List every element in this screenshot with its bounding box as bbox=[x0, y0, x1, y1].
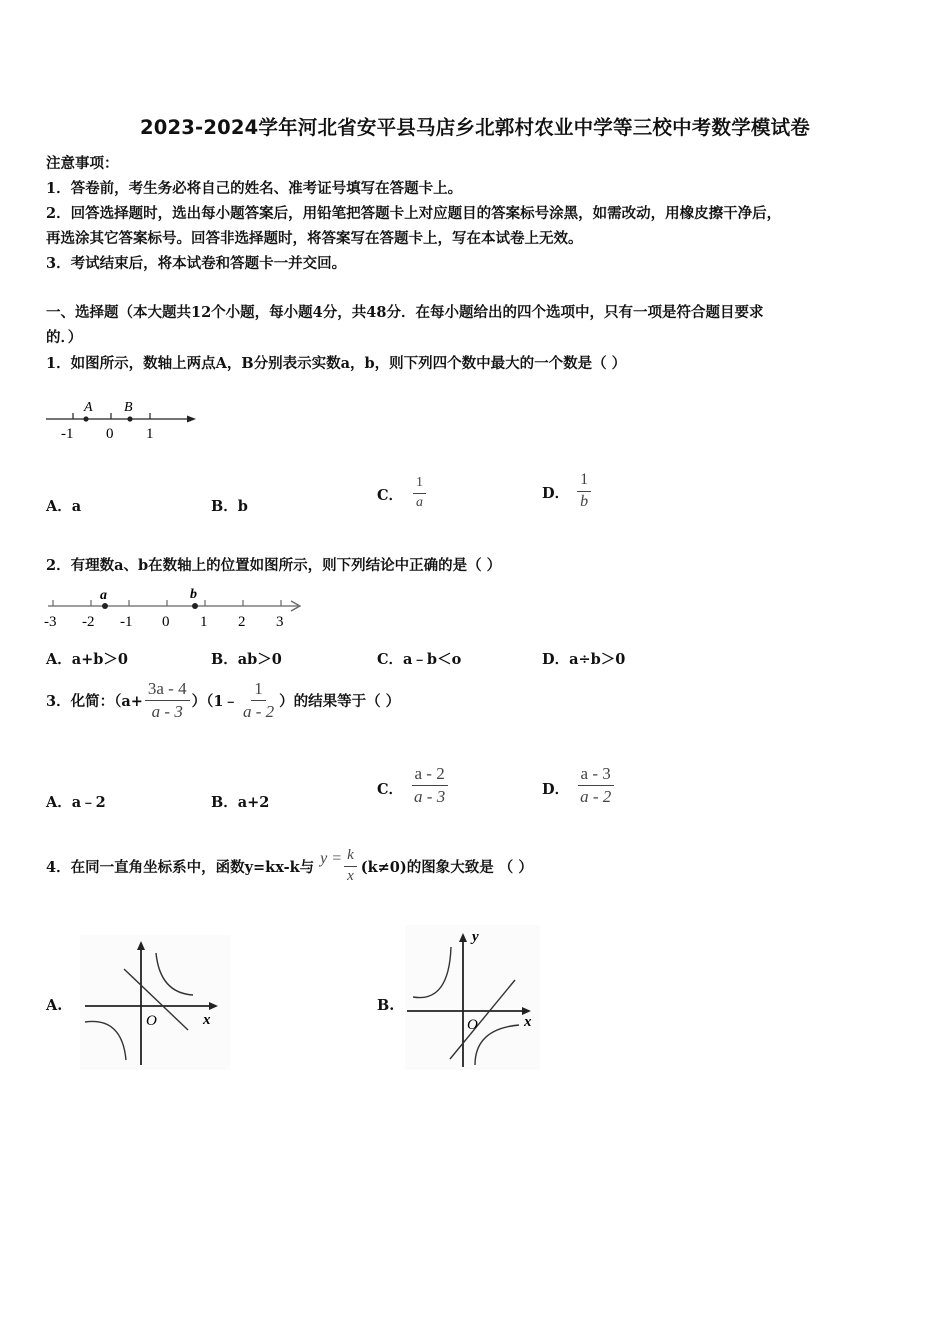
q3-option-c-label: C． bbox=[377, 780, 404, 798]
fraction-denominator: a - 2 bbox=[580, 786, 612, 806]
q1-option-b[interactable]: B．b bbox=[211, 498, 248, 515]
fraction-numerator: k bbox=[344, 848, 357, 867]
q2-point-a-label: a bbox=[100, 588, 107, 603]
fraction-numerator: 1 bbox=[413, 476, 426, 494]
q1-number-line bbox=[40, 396, 200, 444]
fraction-denominator: a - 3 bbox=[414, 786, 446, 806]
q4-stem bbox=[46, 848, 533, 885]
q3-option-a[interactable]: A．a﹣2 bbox=[46, 794, 106, 811]
notice-item-2a: 2．回答选择题时，选出每小题答案后，用铅笔把答题卡上对应题目的答案标号涂黑，如需改动，用橡皮擦干净后， bbox=[46, 205, 782, 222]
fraction-denominator: a bbox=[416, 494, 424, 510]
q1-option-c[interactable] bbox=[377, 476, 426, 510]
q1-option-c-fraction bbox=[413, 476, 426, 510]
q4-option-b[interactable]: B. bbox=[377, 997, 395, 1014]
q3-stem-part-a: 3．化简：（a+ bbox=[46, 692, 143, 710]
q4-stem-part-a: 4．在同一直角坐标系中，函数y=kx-k与 bbox=[46, 858, 315, 876]
q1-tick-label: 1 bbox=[146, 426, 154, 442]
notice-item-1: 1．答卷前，考生务必将自己的姓名、准考证号填写在答题卡上。 bbox=[46, 180, 463, 197]
q1-tick-label: -1 bbox=[61, 426, 74, 442]
q1-point-a-label: A bbox=[84, 400, 93, 415]
q3-fraction-2 bbox=[240, 680, 277, 721]
q1-option-d[interactable] bbox=[542, 472, 591, 511]
q4-graph-a-x-label: x bbox=[203, 1012, 211, 1028]
q4-graph-a[interactable] bbox=[80, 935, 230, 1070]
fraction-numerator: a - 2 bbox=[412, 765, 448, 786]
q2-point-b-label: b bbox=[190, 587, 197, 602]
q2-tick-label: -2 bbox=[82, 614, 95, 630]
page-title: 2023-2024学年河北省安平县马店乡北郭村农业中学等三校中考数学模试卷 bbox=[139, 116, 811, 139]
q3-fraction-1 bbox=[145, 680, 190, 721]
q4-graph-b[interactable] bbox=[405, 925, 540, 1070]
q4-graph-b-y-label: y bbox=[472, 929, 479, 945]
q1-option-d-fraction bbox=[577, 472, 591, 511]
q1-point-b-dot bbox=[127, 416, 132, 421]
section-heading-line2: 的．） bbox=[46, 329, 83, 346]
q1-option-d-label: D． bbox=[542, 485, 570, 503]
q2-point-b-dot bbox=[192, 603, 198, 609]
q3-stem bbox=[46, 680, 400, 721]
q3-option-c-fraction bbox=[411, 765, 448, 806]
fraction-numerator: 1 bbox=[577, 472, 591, 492]
q2-number-line bbox=[40, 584, 310, 632]
fraction-numerator: 1 bbox=[251, 680, 266, 701]
q4-y-equals: y = bbox=[320, 850, 343, 868]
q3-stem-part-c: ）的结果等于（ ） bbox=[279, 692, 401, 710]
fraction-denominator: b bbox=[580, 492, 589, 510]
q2-option-d[interactable]: D．a÷b＞0 bbox=[542, 651, 626, 668]
fraction-denominator: a - 3 bbox=[151, 701, 183, 721]
q2-tick-label: -3 bbox=[44, 614, 57, 630]
q2-tick-label: 1 bbox=[200, 614, 208, 630]
fraction-numerator: 3a - 4 bbox=[145, 680, 190, 701]
q1-point-b-label: B bbox=[124, 400, 133, 415]
q3-option-d-fraction bbox=[577, 765, 614, 806]
q1-point-a-dot bbox=[83, 416, 88, 421]
notice-heading: 注意事项： bbox=[46, 155, 119, 172]
fraction-denominator: x bbox=[347, 867, 354, 884]
section-heading-line1: 一、选择题（本大题共12个小题，每小题4分，共48分．在每小题给出的四个选项中，只有一项是符合题目要求 bbox=[46, 304, 764, 321]
fraction-numerator: a - 3 bbox=[578, 765, 614, 786]
q4-stem-part-b: (k≠0)的图象大致是 （ ） bbox=[360, 858, 533, 876]
q3-option-c[interactable] bbox=[377, 765, 448, 806]
q4-fraction bbox=[344, 848, 357, 885]
q2-stem: 2．有理数a、b在数轴上的位置如图所示，则下列结论中正确的是（ ） bbox=[46, 557, 502, 574]
notice-item-2b: 再选涂其它答案标号。回答非选择题时，将答案写在答题卡上，写在本试卷上无效。 bbox=[46, 230, 583, 247]
notice-item-3: 3．考试结束后，将本试卷和答题卡一并交回。 bbox=[46, 255, 347, 272]
q2-tick-label: 0 bbox=[162, 614, 170, 630]
q3-option-d-label: D． bbox=[542, 780, 570, 798]
q1-option-c-label: C． bbox=[377, 487, 404, 505]
q3-option-b[interactable]: B．a+2 bbox=[211, 794, 270, 811]
q1-stem: 1．如图所示，数轴上两点A，B分别表示实数a，b，则下列四个数中最大的一个数是（ ） bbox=[46, 355, 627, 372]
q1-tick-label: 0 bbox=[106, 426, 114, 442]
q4-graph-a-origin: O bbox=[146, 1013, 157, 1029]
q1-option-a[interactable]: A．a bbox=[46, 498, 82, 515]
q2-tick-label: 2 bbox=[238, 614, 246, 630]
q2-tick-label: 3 bbox=[276, 614, 284, 630]
q3-option-d[interactable] bbox=[542, 765, 614, 806]
fraction-denominator: a - 2 bbox=[242, 701, 275, 721]
q4-graph-b-origin: O bbox=[467, 1017, 478, 1033]
q2-option-c[interactable]: C．a﹣b＜o bbox=[377, 651, 462, 668]
q2-option-b[interactable]: B．ab＞0 bbox=[211, 651, 282, 668]
q4-option-a[interactable]: A. bbox=[46, 997, 63, 1014]
q4-graph-b-x-label: x bbox=[524, 1014, 532, 1030]
q3-stem-part-b: ）（1﹣ bbox=[191, 692, 238, 710]
q2-option-a[interactable]: A．a+b＞0 bbox=[46, 651, 129, 668]
q2-tick-label: -1 bbox=[120, 614, 133, 630]
q2-point-a-dot bbox=[102, 603, 108, 609]
